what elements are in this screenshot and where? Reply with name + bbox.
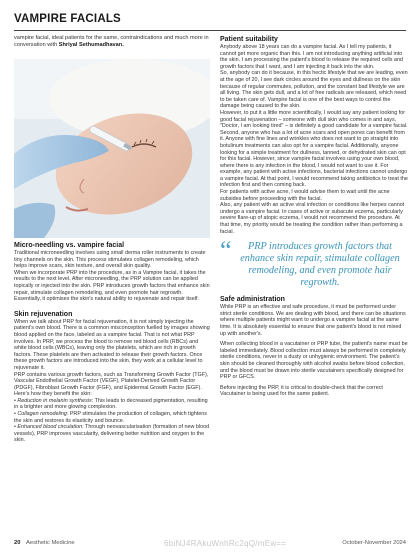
- suitability-paragraph-2: So, anybody can do it because, in this hectic lifestyle that we are leading, even at the age of 20, I see dark circles around the eyes and dullness on the skin because of regular commutes, pollution, and the constant bad lifestyle we are all living. The skin gets dull, and a lot of free radicals are released, which need to be taken care of. Vampire facial is one of the best ways to control the damage being caused to the skin.: [220, 70, 408, 110]
- interviewee-name: Shriyal Sethumadhavan.: [58, 42, 124, 49]
- quote-mark-icon: “: [220, 236, 232, 266]
- benefit-bullet-1-text: This leads to decreased pigmentation, resulting in a brighter and more glowing complexion.: [14, 397, 208, 411]
- intro-text: vampire facial, ideal patients for the same, contraindications and much more in conversation with: [14, 35, 209, 49]
- microneedling-heading: Micro-needling vs. vampire facial: [14, 242, 125, 249]
- microneedling-paragraph-1: Traditional microneedling involves using small derma roller instruments to create tiny channels on the skin. This process stimulates collagen remodeling, which helps improve scars, skin texture, and overall skin quality.: [14, 250, 206, 270]
- watermark-code: 6biNJ4RAkuWnhRc2qQ/mEw==: [164, 539, 287, 548]
- benefit-bullet-2-label: Collagen remodeling:: [17, 411, 69, 418]
- page-footer: [14, 540, 406, 550]
- rejuvenation-paragraph-2: PRP contains various growth factors, such as Transforming Growth Factor (TGF), Vascular Endothelial Growth Factor (VEGF), Platelet-Derived Growth Factor (PDGF), Fibroblast Growth Factor (FGF), and Epidermal Growth Factor (EGF). Here's how they benefit the skin:: [14, 371, 209, 398]
- benefit-bullet-3-text: Through neovascularisation (formation of new blood vessels), PRP improves vascularity, delivering better nutrition and oxygen to the skin.: [14, 424, 210, 444]
- treatment-photo: [14, 59, 210, 238]
- left-column: [14, 241, 210, 444]
- benefit-bullet-1: • Reduction in melanin synthesis: This leads to decreased pigmentation, resulting in a brighter and more glowing complexion.: [14, 397, 208, 411]
- benefit-bullet-1-label: Reduction in melanin synthesis:: [17, 397, 94, 404]
- section-title: VAMPIRE FACIALS: [14, 13, 121, 25]
- right-column: [220, 35, 408, 398]
- microneedling-paragraph-2: When we incorporate PRP into the procedure, as in a Vampire facial, it takes the results to the next level. After microneedling, the PRP solution can be applied topically or injected into the skin. PRP introduces growth factors that enhance skin repair, stimulate collagen remodeling, and even promote hair regrowth. Essentially, it optimises the skin's natural ability to rejuvenate and repair itself.: [14, 269, 210, 303]
- benefit-bullet-3: • Enhanced blood circulation: Through neovascularisation (formation of new blood vessels), PRP improves vascularity, delivering better nutrition and oxygen to the skin.: [14, 424, 210, 444]
- safe-administration-heading: Safe administration: [220, 296, 285, 304]
- suitability-paragraph-1: Anybody above 18 years can do a vampire facial. As I tell my patients, it cannot get more organic than this. I am not introducing anything artificial into the skin. I am processing the patient's blood to release the required cells and growth factors that I want, and I am injecting it back into the skin.: [220, 44, 403, 70]
- rejuvenation-paragraph-1: When we talk about PRP for facial rejuvenation, it is not simply injecting the patient's own blood. There is a common misconception fuelled by images showing blood applied on the face, labeled as a vampire facial. That is not what PRP involves. In PRP, we process the blood to remove red blood cells (RBCs) and white blood cells (WBCs), leaving only the platelets, which are rich in growth factors. These platelets are then activated to release their growth factors. Once these growth factors are introduced into the skin, they work at a cellular level to rejuvenate it.: [14, 318, 210, 371]
- page-number: 20: [14, 540, 21, 546]
- header-rule: [14, 30, 406, 31]
- issue-date: October-November 2024: [342, 540, 406, 546]
- intro-paragraph: [14, 35, 210, 49]
- safe-paragraph-3: Before injecting the PRP, it is critical to double-check that the correct Vacutainer is being used for the same patient.: [220, 384, 383, 398]
- benefit-bullet-2-text: PRP stimulates the production of collagen, which tightens the skin and restores its elasticity and bounce.: [14, 411, 207, 424]
- treatment-photo-illustration: [14, 59, 210, 238]
- suitability-heading: Patient suitability: [220, 36, 278, 43]
- safe-paragraph-2: When collecting blood in a vacutainer or PRP tube, the patient's name must be labeled immediately. Blood collection must always be performed in completely sterile conditions, never in a dusty or unhygienic environment. The patient's skin should be cleaned thoroughly with alcohol swabs before blood collection, and the blood must be drawn into sterile vacutainers specifically designed for PRP or GFCS.: [220, 341, 408, 381]
- suitability-paragraph-3: However, to put it a little more scientifically, I would say any patient looking for good facial rejuvenation – someone with dull skin who comes in and says, "Doctor, I am looking tired" – is definitely a good candidate for a vampire facial. Second, anyone who has a lot of acne scars and open pores can benefit from it. Anyone with fine lines and wrinkles who does not want to go straight into botulinum treatments can also opt for a vampire facial. Additionally, anyone looking for a simple treatment for dullness, tanned, or dehydrated skin can opt for this facial. However, since vampire facial involves using your own blood, where there is any infection in the blood, I would not want to use it. For example, any patient with active infections, bacterial infections cannot undergo a vampire facial. At that point, I would recommend taking antibiotics to treat the infection first and then coming back.: [220, 109, 408, 189]
- safe-paragraph-1: While PRP is an effective and safe procedure, it must be performed under strict sterile conditions. We are dealing with blood, and there can be situations where multiple patients might want to undergo a vampire facial at the same time. It is absolutely essential to ensure that one patient's blood is not mixed up with another's.: [220, 304, 406, 337]
- pull-quote-text: PRP introduces growth factors that enhance skin repair, stimulate collagen remodeling, and even promote hair regrowth.: [240, 241, 400, 289]
- suitability-paragraph-5: Also, any patient with an active viral infection or conditions like herpes cannot undergo a vampire facial. In cases of active or subacute eczema, particularly severe flare-up of atopic eczema, I would not recommend the procedure. At that time, my priority would be treating the condition rather than performing a facial.: [220, 202, 405, 235]
- pull-quote: [220, 236, 408, 289]
- suitability-paragraph-4: For patients with active acne, I would advise them to wait until the acne subsides before proceeding with the facial.: [220, 189, 390, 202]
- benefit-bullet-3-label: Enhanced blood circulation:: [17, 424, 84, 431]
- benefit-bullet-2: • Collagen remodeling: PRP stimulates the production of collagen, which tightens the skin and restores its elasticity and bounce.: [14, 411, 207, 424]
- publication-name: Aesthetic Medicine: [26, 540, 75, 546]
- rejuvenation-heading: Skin rejuvenation: [14, 310, 73, 318]
